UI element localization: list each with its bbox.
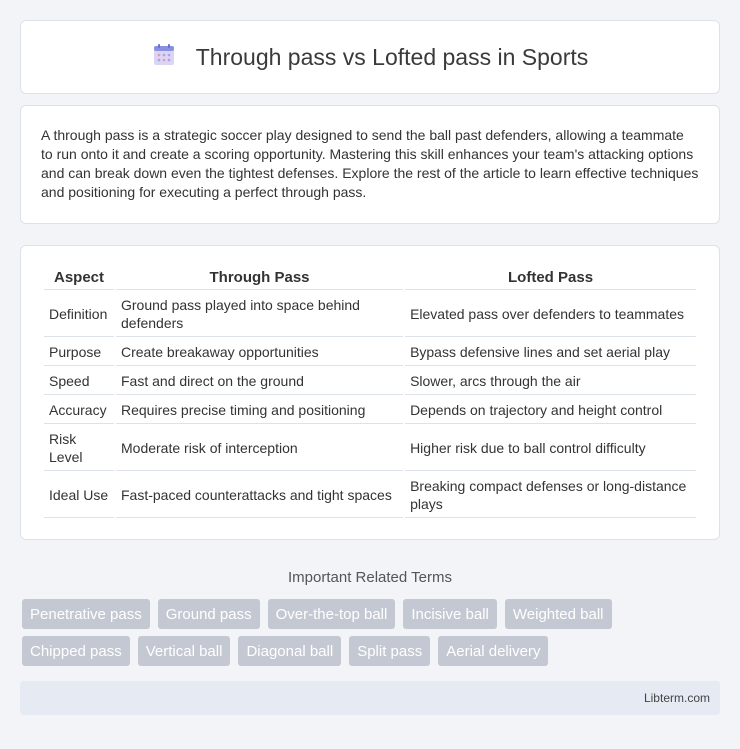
intro-text: A through pass is a strategic soccer play designed to send the ball past defenders, allowing a teammate to run onto it and create a scoring opportunity. Mastering this skill enhances your team's attacking options and can break down even the tightest defenses. Explore the rest of the article to learn effective techniques and positioning for executing a perfect through pass. (41, 127, 699, 200)
table-row (44, 337, 696, 366)
table-cell-aspect: Speed (44, 366, 114, 395)
table-cell-through: Requires precise timing and positioning (116, 395, 403, 424)
table-row (44, 471, 696, 518)
table-cell-aspect: Ideal Use (44, 471, 114, 518)
related-term-tag[interactable]: Weighted ball (505, 599, 612, 629)
calendar-icon (152, 43, 176, 72)
related-terms-list (20, 586, 720, 666)
table-cell-aspect: Accuracy (44, 395, 114, 424)
table-cell-lofted: Depends on trajectory and height control (405, 395, 696, 424)
table-cell-aspect: Purpose (44, 337, 114, 366)
comparison-table (42, 266, 698, 518)
related-term-tag[interactable]: Aerial delivery (438, 636, 548, 666)
related-term-tag[interactable]: Vertical ball (138, 636, 231, 666)
table-row (44, 424, 696, 471)
comparison-table-card (20, 245, 720, 540)
footer (20, 681, 720, 715)
related-term-tag[interactable]: Split pass (349, 636, 430, 666)
table-cell-lofted: Elevated pass over defenders to teammates (405, 290, 696, 337)
related-term-tag[interactable]: Penetrative pass (22, 599, 150, 629)
table-cell-lofted: Slower, arcs through the air (405, 366, 696, 395)
table-row (44, 290, 696, 337)
table-row (44, 366, 696, 395)
footer-site-link[interactable]: Libterm.com (643, 691, 710, 705)
table-cell-aspect: Definition (44, 290, 114, 337)
table-cell-through: Ground pass played into space behind defenders (116, 290, 403, 337)
table-cell-through: Create breakaway opportunities (116, 337, 403, 366)
table-cell-lofted: Bypass defensive lines and set aerial play (405, 337, 696, 366)
header-card (20, 20, 720, 94)
related-term-tag[interactable]: Ground pass (158, 599, 260, 629)
related-term-tag[interactable]: Chipped pass (22, 636, 130, 666)
table-cell-lofted: Breaking compact defenses or long-distance plays (405, 471, 696, 518)
table-cell-through: Moderate risk of interception (116, 424, 403, 471)
table-header-row (44, 266, 696, 290)
header-through-pass: Through Pass (116, 266, 403, 290)
related-term-tag[interactable]: Over-the-top ball (268, 599, 396, 629)
table-cell-through: Fast-paced counterattacks and tight spaces (116, 471, 403, 518)
related-terms-title: Important Related Terms (288, 569, 452, 586)
page-title: Through pass vs Lofted pass in Sports (195, 43, 589, 70)
related-term-tag[interactable]: Diagonal ball (238, 636, 341, 666)
table-cell-lofted: Higher risk due to ball control difficulty (405, 424, 696, 471)
table-cell-aspect: Risk Level (44, 424, 114, 471)
header-aspect: Aspect (44, 266, 114, 290)
related-term-tag[interactable]: Incisive ball (403, 599, 497, 629)
header-lofted-pass: Lofted Pass (405, 266, 696, 290)
table-cell-through: Fast and direct on the ground (116, 366, 403, 395)
table-row (44, 395, 696, 424)
intro-card (20, 105, 720, 224)
